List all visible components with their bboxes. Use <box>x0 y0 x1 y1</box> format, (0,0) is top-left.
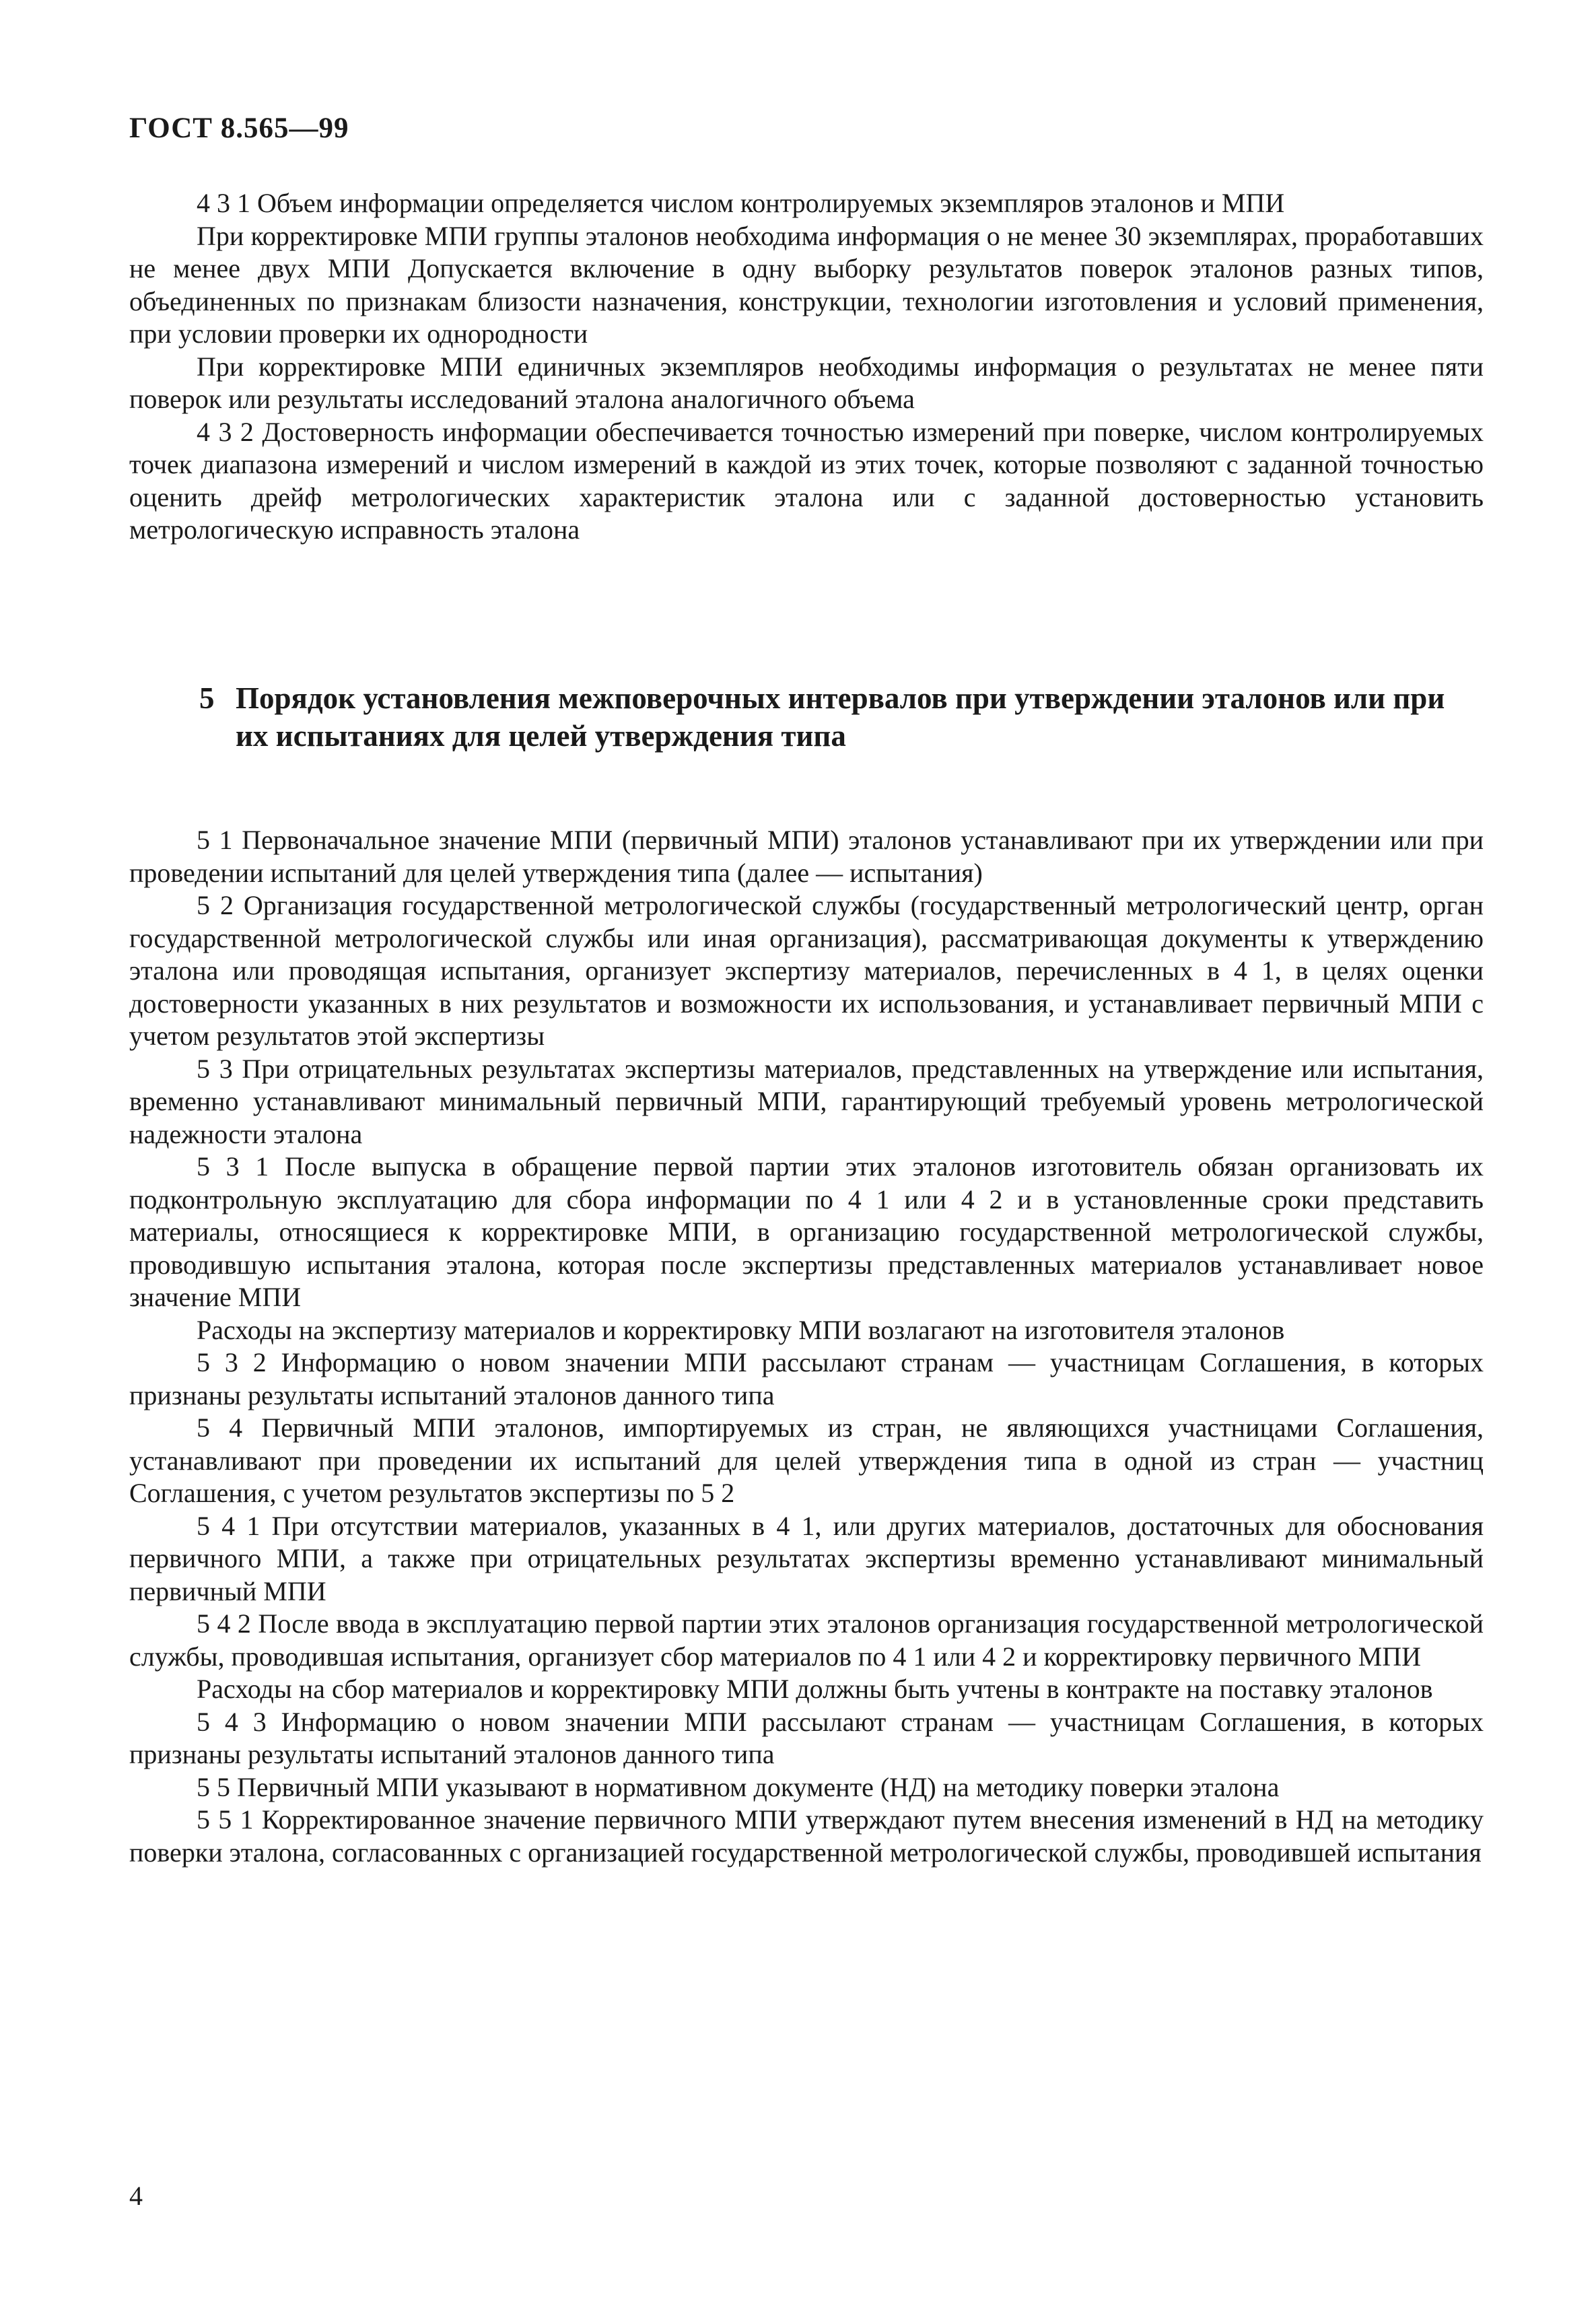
paragraph-collection-costs: Расходы на сбор материалов и корректировку МПИ должны быть учтены в контракте на поставку эталонов <box>197 1674 1433 1704</box>
paragraph-group-correction: При корректировке МПИ группы эталонов необходима информация о не менее 30 экземплярах, проработавших не менее двух МПИ Допускается включение в одну выборку результатов поверок эталонов разных типов, объединенных по признакам близости назначения, конструкции, технологии изготовления и условий применения, при условии проверки их однородности <box>129 220 1484 349</box>
paragraph-5-2: 5 2 Организация государственной метрологической службы (государственный метрологический центр, орган государственной метрологической службы или иная организация), рассматривающая документы к утверждению эталона или проводящая испытания, организует экспертизу материалов, перечисленных в 4 1, в целях оценки достоверности указанных в них результатов и возможности их использования, и устанавливает первичный МПИ с учетом результатов этой экспертизы <box>129 890 1484 1051</box>
section-title: Порядок установления межповерочных интервалов при утверждении эталонов или при их испытаниях для целей утверждения типа <box>236 681 1445 753</box>
paragraph-5-4: 5 4 Первичный МПИ эталонов, импортируемых из стран, не являющихся участницами Соглашения, устанавливают при проведении их испытаний для целей утверждения типа в одной из стран — участниц Соглашения, с учетом результатов экспертизы по 5 2 <box>129 1412 1484 1508</box>
paragraph-5-3-2: 5 3 2 Информацию о новом значении МПИ рассылают странам — участницам Соглашения, в которых признаны результаты испытаний эталонов данного типа <box>129 1347 1484 1410</box>
paragraph-5-4-2: 5 4 2 После ввода в эксплуатацию первой партии этих эталонов организация государственной метрологической службы, проводившая испытания, организует сбор материалов по 4 1 или 4 2 и корректировку первичного МПИ <box>129 1608 1484 1672</box>
paragraph-single-correction: При корректировке МПИ единичных экземпляров необходимы информация о результатах не менее пяти поверок или результаты исследований эталона аналогичного объема <box>129 351 1484 414</box>
page-number: 4 <box>129 2181 143 2211</box>
paragraph-5-5-1: 5 5 1 Корректированное значение первичного МПИ утверждают путем внесения изменений в НД на методику поверки эталона, согласованных с организацией государственной метрологической службы, проводившей испытания <box>129 1804 1484 1868</box>
paragraph-5-1: 5 1 Первоначальное значение МПИ (первичный МПИ) эталонов устанавливают при их утверждении или при проведении испытаний для целей утверждения типа (далее — испытания) <box>129 825 1484 888</box>
section-heading <box>199 679 1478 755</box>
paragraph-4-3-2: 4 3 2 Достоверность информации обеспечивается точностью измерений при поверке, числом контролируемых точек диапазона измерений и числом измерений в каждой из этих точек, которые позволяют с заданной точностью оценить дрейф метрологических характеристик эталона или с заданной достоверностью установить метрологическую исправность эталона <box>129 416 1484 545</box>
section-number: 5 <box>199 681 215 715</box>
paragraph-expertise-costs: Расходы на экспертизу материалов и корректировку МПИ возлагают на изготовителя эталонов <box>197 1314 1285 1345</box>
document-code-header: ГОСТ 8.565—99 <box>129 112 349 144</box>
main-paragraphs <box>129 824 1484 1869</box>
paragraph-5-3: 5 3 При отрицательных результатах экспертизы материалов, представленных на утверждение или испытания, временно устанавливают минимальный первичный МПИ, гарантирующий требуемый уровень метрологической надежности эталона <box>129 1053 1484 1149</box>
paragraph-5-4-1: 5 4 1 При отсутствии материалов, указанных в 4 1, или других материалов, достаточных для обоснования первичного МПИ, а также при отрицательных результатах экспертизы временно устанавливают минимальный первичный МПИ <box>129 1510 1484 1606</box>
paragraph-4-3-1: 4 3 1 Объем информации определяется числом контролируемых экземпляров эталонов и МПИ <box>197 188 1285 218</box>
paragraph-5-4-3: 5 4 3 Информацию о новом значении МПИ рассылают странам — участницам Соглашения, в которых признаны результаты испытаний эталонов данного типа <box>129 1706 1484 1769</box>
top-paragraphs <box>129 187 1484 547</box>
paragraph-5-5: 5 5 Первичный МПИ указывают в нормативном документе (НД) на методику поверки эталона <box>197 1771 1280 1802</box>
paragraph-5-3-1: 5 3 1 После выпуска в обращение первой партии этих эталонов изготовитель обязан организовать их подконтрольную эксплуатацию для сбора информации по 4 1 или 4 2 и в установленные сроки представить материалы, относящиеся к корректировке МПИ, в организацию государственной метрологической службы, проводившую испытания эталона, которая после экспертизы представленных материалов устанавливает новое значение МПИ <box>129 1151 1484 1312</box>
